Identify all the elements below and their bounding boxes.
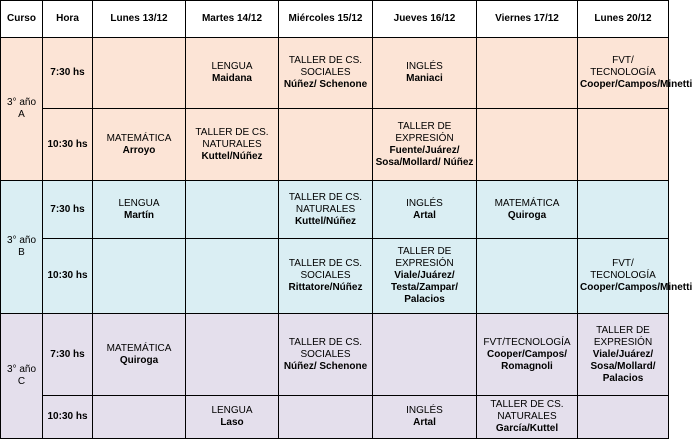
subject-label: MATEMÁTICA bbox=[106, 132, 172, 144]
hora-cell: 7:30 hs bbox=[43, 181, 93, 239]
teacher-label: Cooper/Campos/ Romagnoli bbox=[486, 348, 567, 372]
schedule-row bbox=[1, 109, 669, 181]
teacher-label: Maniaci bbox=[406, 73, 443, 84]
class-cell bbox=[279, 239, 373, 314]
teacher-label: Laso bbox=[220, 417, 244, 428]
class-cell bbox=[93, 181, 186, 239]
schedule-row bbox=[1, 396, 669, 439]
teacher-label: Quiroga bbox=[507, 209, 547, 221]
class-cell bbox=[477, 396, 578, 439]
schedule-row bbox=[1, 38, 669, 109]
class-cell bbox=[477, 109, 578, 181]
class-cell bbox=[279, 396, 373, 439]
teacher-label: Viale/Juárez/ Sosa/Mollard/ Palacios bbox=[590, 348, 656, 384]
header-day: Martes 14/12 bbox=[186, 1, 279, 38]
class-cell bbox=[578, 38, 692, 109]
class-cell bbox=[93, 109, 186, 181]
subject-label: TALLER DE CS. SOCIALES bbox=[288, 55, 363, 78]
hora-cell: 7:30 hs bbox=[43, 38, 93, 109]
header-curso: Curso bbox=[1, 1, 43, 38]
subject-label: INGLÉS bbox=[406, 61, 443, 72]
teacher-label: Núñez/ Schenone bbox=[283, 360, 368, 372]
class-cell bbox=[186, 314, 279, 396]
subject-label: TALLER DE CS. SOCIALES bbox=[288, 258, 363, 281]
hora-cell: 10:30 hs bbox=[43, 109, 93, 181]
subject-label: FVT/ TECNOLOGÍA bbox=[590, 55, 656, 78]
curso-cell: 3° año B bbox=[1, 181, 43, 314]
teacher-label: Artal bbox=[413, 209, 436, 221]
class-cell bbox=[578, 396, 669, 439]
subject-label: LENGUA bbox=[211, 405, 253, 416]
subject-label: INGLÉS bbox=[406, 197, 443, 209]
class-cell bbox=[93, 38, 186, 109]
hora-cell: 7:30 hs bbox=[43, 314, 93, 396]
class-cell bbox=[373, 396, 477, 439]
schedule-row bbox=[1, 181, 669, 239]
hora-cell: 10:30 hs bbox=[43, 239, 93, 314]
hora-cell: 10:30 hs bbox=[43, 396, 93, 439]
subject-label: TALLER DE CS. NATURALES bbox=[490, 399, 564, 422]
header-day: Viernes 17/12 bbox=[477, 1, 578, 38]
class-cell bbox=[373, 109, 477, 181]
class-cell bbox=[93, 396, 186, 439]
class-cell bbox=[279, 314, 373, 396]
header-day: Miércoles 15/12 bbox=[279, 1, 373, 38]
class-cell bbox=[578, 314, 669, 396]
class-cell bbox=[186, 396, 279, 439]
curso-cell: 3° año C bbox=[1, 314, 43, 439]
subject-label: TALLER DE EXPRESIÓN bbox=[395, 120, 454, 144]
teacher-label: Cooper/Campos/Minetti bbox=[580, 79, 692, 90]
teacher-label: Quiroga bbox=[119, 354, 159, 366]
curso-cell: 3° año A bbox=[1, 38, 43, 181]
class-cell bbox=[93, 239, 186, 314]
class-cell bbox=[373, 181, 477, 239]
teacher-label: Kuttel/Núñez bbox=[201, 150, 263, 162]
header-row bbox=[1, 1, 669, 38]
header-day: Lunes 13/12 bbox=[93, 1, 186, 38]
subject-label: TALLER DE EXPRESIÓN bbox=[395, 246, 454, 269]
teacher-label: Núñez/ Schenone bbox=[283, 79, 368, 90]
class-cell bbox=[477, 239, 578, 314]
schedule-row bbox=[1, 314, 669, 396]
class-cell bbox=[578, 181, 669, 239]
header-day: Lunes 20/12 bbox=[578, 1, 669, 38]
subject-label: TALLER DE CS. SOCIALES bbox=[288, 336, 363, 360]
subject-label: FVT/ TECNOLOGÍA bbox=[590, 258, 656, 281]
class-cell bbox=[279, 181, 373, 239]
class-cell bbox=[477, 38, 578, 109]
teacher-label: Artal bbox=[413, 417, 436, 428]
header-hora: Hora bbox=[43, 1, 93, 38]
header-day: Jueves 16/12 bbox=[373, 1, 477, 38]
class-cell bbox=[279, 38, 373, 109]
teacher-label: Cooper/Campos/Minetti bbox=[580, 282, 692, 293]
teacher-label: Viale/Juárez/ Testa/Zampar/ Palacios bbox=[390, 270, 459, 305]
subject-label: MATEMÁTICA bbox=[494, 197, 560, 209]
subject-label: FVT/TECNOLOGÍA bbox=[483, 336, 571, 348]
class-cell bbox=[373, 314, 477, 396]
class-cell bbox=[477, 181, 578, 239]
teacher-label: Martín bbox=[124, 209, 154, 221]
class-cell bbox=[279, 109, 373, 181]
subject-label: LENGUA bbox=[211, 61, 253, 72]
subject-label: TALLER DE CS. NATURALES bbox=[288, 191, 363, 215]
class-cell bbox=[373, 38, 477, 109]
teacher-label: Arroyo bbox=[122, 144, 156, 156]
class-cell bbox=[578, 109, 669, 181]
class-cell bbox=[186, 239, 279, 314]
class-cell bbox=[477, 314, 578, 396]
schedule-row bbox=[1, 239, 669, 314]
class-cell bbox=[93, 314, 186, 396]
teacher-label: Kuttel/Núñez bbox=[294, 215, 357, 227]
subject-label: INGLÉS bbox=[406, 405, 443, 416]
class-cell bbox=[373, 239, 477, 314]
teacher-label: Rittatore/Núñez bbox=[288, 282, 363, 293]
teacher-label: García/Kuttel bbox=[495, 423, 559, 434]
teacher-label: Fuente/Juárez/ Sosa/Mollard/ Núñez bbox=[375, 144, 474, 168]
subject-label: MATEMÁTICA bbox=[106, 342, 172, 354]
subject-label: TALLER DE CS. NATURALES bbox=[195, 126, 269, 150]
subject-label: TALLER DE EXPRESIÓN bbox=[593, 324, 653, 348]
class-cell bbox=[186, 38, 279, 109]
class-cell bbox=[578, 239, 692, 314]
subject-label: LENGUA bbox=[118, 197, 160, 209]
teacher-label: Maidana bbox=[211, 73, 252, 84]
class-cell bbox=[186, 181, 279, 239]
class-cell bbox=[186, 109, 279, 181]
